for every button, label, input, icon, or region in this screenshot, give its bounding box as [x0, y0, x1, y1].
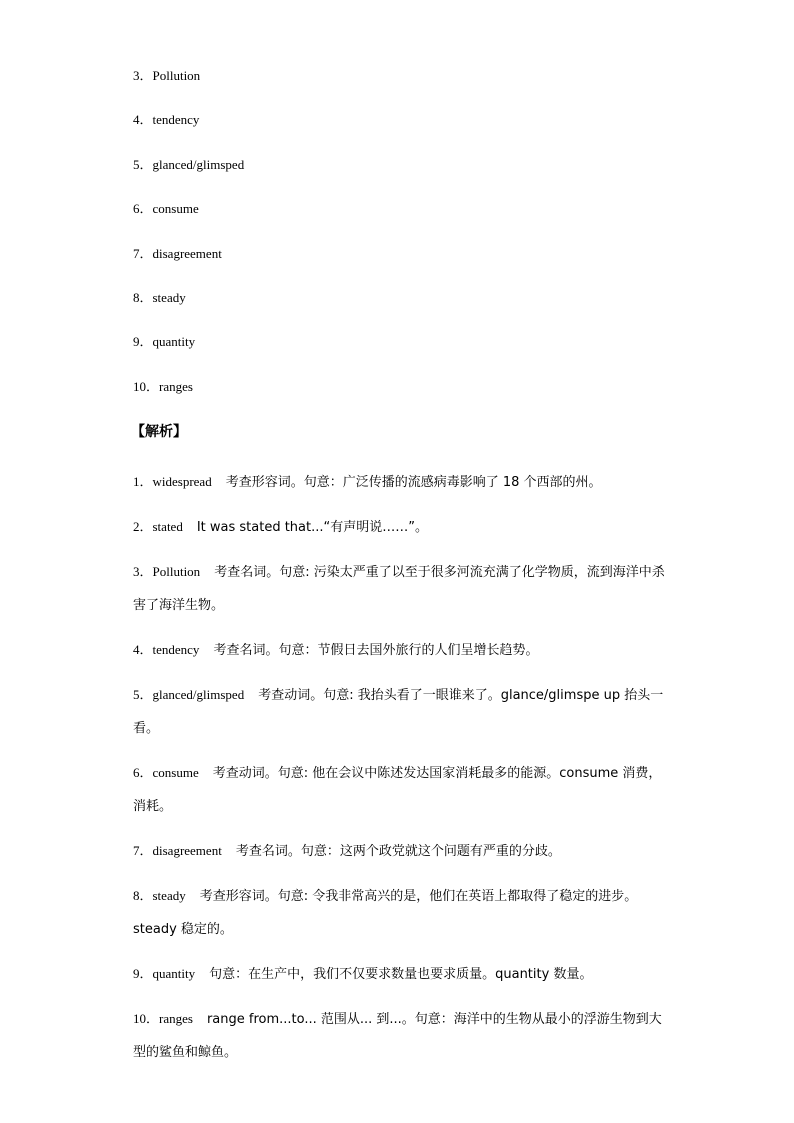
analysis-text: 考查动词。句意: 我抬头看了一眼谁来了。glance/glimspe up 抬头一看。 [133, 688, 664, 736]
analysis-item-1 [133, 466, 665, 499]
analysis-heading: 【解析】 [131, 424, 187, 440]
answer-item-10: 10．ranges [133, 378, 193, 394]
analysis-text: 考查名词。句意: 污染太严重了以至于很多河流充满了化学物质，流到海洋中杀害了海洋生物。 [133, 565, 665, 613]
analysis-label: 5．glanced/glimsped [133, 687, 245, 702]
analysis-item-7 [133, 835, 665, 868]
answer-item-6: 6．consume [133, 201, 199, 217]
analysis-label: 1．widespread [133, 474, 212, 489]
analysis-item-3 [133, 556, 665, 622]
analysis-item-6 [133, 757, 665, 823]
analysis-label: 4．tendency [133, 642, 200, 657]
answer-item-9: 9．quantity [133, 334, 196, 350]
analysis-text: 句意：在生产中，我们不仅要求数量也要求质量。quantity 数量。 [209, 967, 593, 982]
analysis-label: 10．ranges [133, 1011, 193, 1026]
answer-item-4: 4．tendency [133, 112, 200, 128]
answer-item-8: 8．steady [133, 289, 186, 305]
analysis-item-8 [133, 880, 665, 946]
answer-item-3: 3．Pollution [133, 68, 201, 83]
analysis-text: 考查动词。句意: 他在会议中陈述发达国家消耗最多的能源。consume 消费，消耗。 [133, 766, 662, 814]
answer-item-5: 5．glanced/glimsped [133, 156, 245, 172]
answer-item-7: 7．disagreement [133, 245, 222, 261]
analysis-item-9 [133, 958, 665, 991]
analysis-label: 6．consume [133, 765, 199, 780]
analysis-label: 7．disagreement [133, 843, 222, 858]
analysis-label: 2．stated [133, 519, 183, 534]
analysis-label: 8．steady [133, 888, 186, 903]
analysis-item-2 [133, 511, 665, 544]
analysis-item-4 [133, 634, 665, 667]
analysis-text: 考查形容词。句意：广泛传播的流感病毒影响了 18 个西部的州。 [225, 475, 602, 490]
analysis-item-5 [133, 679, 665, 745]
analysis-list [133, 466, 665, 1081]
analysis-text: range from...to... 范围从... 到...。句意：海洋中的生物从最小的浮游生物到大型的鲨鱼和鲸鱼。 [133, 1012, 662, 1060]
analysis-label: 9．quantity [133, 966, 196, 981]
analysis-label: 3．Pollution [133, 564, 201, 579]
analysis-item-10 [133, 1003, 665, 1069]
analysis-text: 考查形容词。句意: 令我非常高兴的是，他们在英语上都取得了稳定的进步。steady 稳定的。 [133, 889, 638, 937]
answer-list [133, 66, 673, 421]
analysis-text: 考查名词。句意：节假日去国外旅行的人们呈增长趋势。 [213, 643, 539, 658]
analysis-text: It was stated that...“有声明说……”。 [196, 520, 428, 535]
analysis-text: 考查名词。句意：这两个政党就这个问题有严重的分歧。 [235, 844, 561, 859]
